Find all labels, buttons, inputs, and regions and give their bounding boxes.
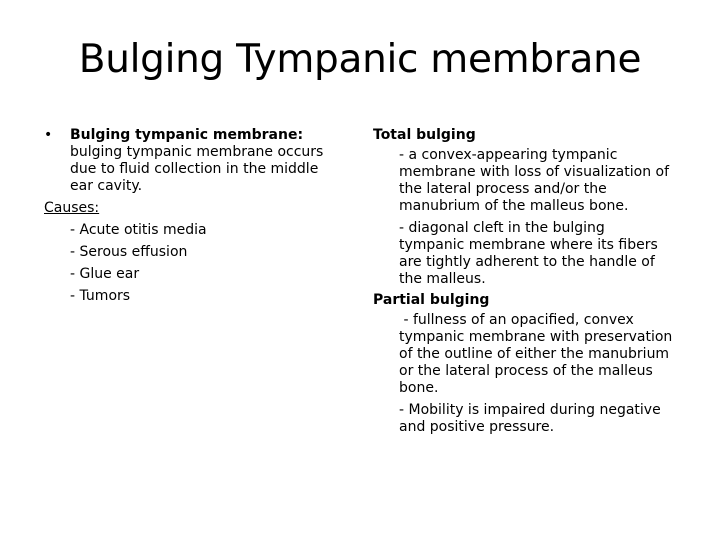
bullet-icon: •: [44, 127, 53, 143]
cause-item: - Glue ear: [70, 266, 140, 282]
right-column: [373, 127, 677, 436]
causes-label: Causes:: [44, 200, 100, 216]
cause-item: - Acute otitis media: [70, 222, 207, 238]
bullet-heading: Bulging tympanic membrane:: [70, 127, 304, 143]
cause-item: - Serous effusion: [70, 244, 188, 260]
total-bulging-heading: Total bulging: [373, 127, 476, 143]
bullet-text: bulging tympanic membrane occurs due to fluid collection in the middle ear cavity.: [70, 144, 324, 194]
total-bulging-point: - a convex-appearing tympanic membrane with loss of visualization of the lateral process and/or the manubrium of the malleus bone.: [399, 147, 670, 214]
left-column: [44, 127, 344, 305]
bullet-item: [44, 127, 344, 195]
total-bulging-point: - diagonal cleft in the bulging tympanic membrane where its fibers are tightly adherent to the handle of the malleus.: [399, 220, 658, 287]
slide-title: Bulging Tympanic membrane: [78, 37, 642, 82]
cause-item: - Tumors: [70, 288, 131, 304]
partial-bulging-point: - Mobility is impaired during negative and positive pressure.: [399, 402, 661, 435]
bullet-body: [70, 127, 344, 195]
partial-bulging-point: - fullness of an opacified, convex tympanic membrane with preservation of the outline of either the manubrium or the lateral process of the malleus bone.: [399, 312, 677, 396]
partial-bulging-heading: Partial bulging: [373, 292, 490, 308]
causes-list: [44, 222, 344, 305]
